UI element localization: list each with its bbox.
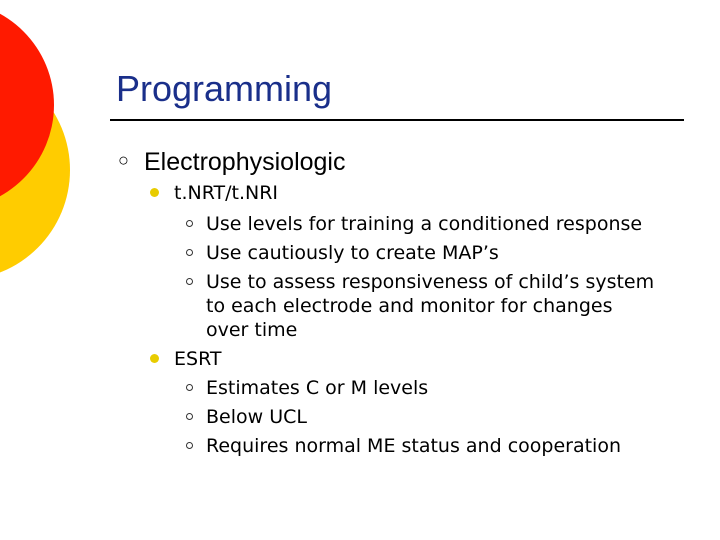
bullet-text: ESRT (174, 348, 222, 370)
ring-bullet-icon (186, 442, 193, 449)
bullet-continuation: over time (206, 319, 298, 341)
ring-bullet-icon (186, 220, 193, 227)
ring-bullet-icon (186, 413, 193, 420)
bullet-text: Electrophysiologic (144, 148, 346, 176)
ring-bullet-icon (186, 249, 193, 256)
bullet-text: Requires normal ME status and cooperation (206, 435, 621, 457)
bullet-continuation: to each electrode and monitor for changes (206, 295, 613, 317)
filled-dot-bullet-icon (150, 354, 159, 363)
bullet-text: Below UCL (206, 406, 307, 428)
ring-bullet-icon (186, 384, 193, 391)
bullet-text: Use levels for training a conditioned response (206, 213, 643, 235)
filled-dot-bullet-icon (150, 188, 159, 197)
bullet-text: Use to assess responsiveness of child’s system (206, 271, 655, 293)
bullet-text: Estimates C or M levels (206, 377, 429, 399)
bullet-text: t.NRT/t.NRI (174, 182, 279, 204)
hollow-circle-bullet-icon: ○ (118, 150, 129, 170)
slide-title: Programming (116, 68, 333, 109)
bullet-text: Use cautiously to create MAP’s (206, 242, 499, 264)
ring-bullet-icon (186, 278, 193, 285)
